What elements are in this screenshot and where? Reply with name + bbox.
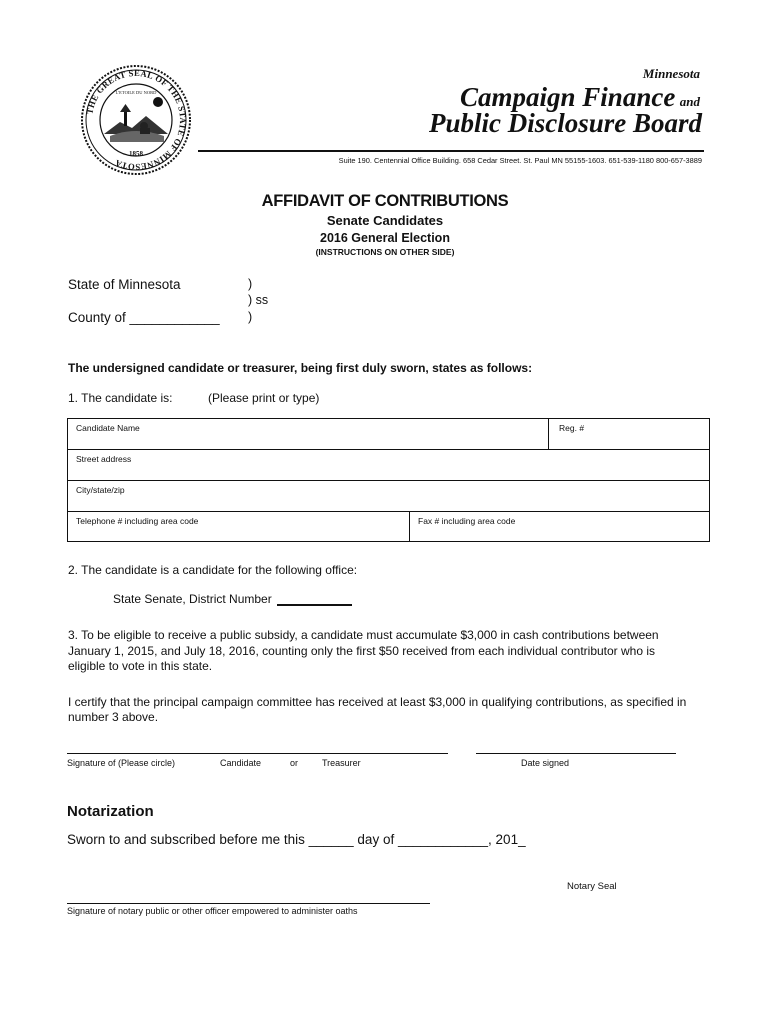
signature-line[interactable] — [67, 753, 448, 754]
date-signed-line[interactable] — [476, 753, 676, 754]
form-title: AFFIDAVIT OF CONTRIBUTIONS — [261, 192, 509, 210]
district-number-field[interactable] — [277, 604, 352, 606]
fax-label: Fax # including area code — [418, 516, 516, 526]
street-address-label: Street address — [76, 454, 132, 464]
item3-line1: 3. To be eligible to receive a public subsidy, a candidate must accumulate $3,000 in cash contributions between — [68, 628, 659, 642]
header-address: Suite 190. Centennial Office Building. 658 Cedar Street. St. Paul MN 55155-1603. 651-539-1180 800-657-3889 — [338, 156, 702, 165]
fax-field[interactable] — [409, 511, 710, 542]
signature-label: Signature of (Please circle) — [67, 758, 176, 768]
notarization-sworn-text: Sworn to and subscribed before me this ______ day of ____________, 201_ — [67, 832, 526, 847]
item2-text: 2. The candidate is a candidate for the following office: — [68, 563, 358, 577]
header-rule — [198, 150, 704, 152]
form-instructions-note: (INSTRUCTIONS ON OTHER SIDE) — [315, 247, 455, 257]
seal-motto: L'ETOILE DU NORD — [115, 90, 157, 95]
state-seal-logo — [80, 64, 192, 176]
item1-note: (Please print or type) — [208, 391, 320, 405]
candidate-name-label: Candidate Name — [76, 423, 140, 433]
telephone-field[interactable] — [67, 511, 410, 542]
item1-label: 1. The candidate is: — [68, 391, 173, 405]
form-subtitle-election: 2016 General Election — [320, 231, 450, 245]
circle-option-candidate[interactable]: Candidate — [220, 758, 262, 768]
form-subtitle-candidates: Senate Candidates — [326, 213, 444, 228]
org-campaign-finance: Campaign Finance — [460, 82, 676, 112]
street-address-field[interactable] — [67, 449, 710, 481]
candidate-name-field[interactable] — [67, 418, 549, 450]
item3-line3: eligible to vote in this state. — [68, 659, 213, 673]
oath-statement: The undersigned candidate or treasurer, being first duly sworn, states as follows: — [68, 361, 533, 375]
circle-option-treasurer[interactable]: Treasurer — [322, 758, 361, 768]
reg-number-field[interactable] — [548, 418, 710, 450]
notarization-heading: Notarization — [67, 803, 154, 820]
org-and: and — [679, 94, 700, 109]
venue-state: State of Minnesota — [68, 277, 181, 292]
notary-seal-label: Notary Seal — [567, 881, 617, 892]
circle-option-or: or — [290, 758, 299, 768]
notary-signature-label: Signature of notary public or other officer empowered to administer oaths — [67, 906, 358, 916]
reg-number-label: Reg. # — [559, 423, 585, 433]
seal-year: 1858 — [129, 150, 143, 158]
venue-county[interactable]: County of ____________ — [68, 310, 220, 325]
notary-signature-line[interactable] — [67, 903, 430, 904]
seal-ring-text: THE GREAT SEAL OF THE STATE OF MINNESOTA — [84, 67, 189, 173]
header-state-word: Minnesota — [642, 66, 700, 81]
venue-paren-3: ) — [248, 310, 253, 324]
venue-paren-1: ) — [248, 277, 253, 291]
org-name-line2: Public Disclosure Board — [428, 108, 702, 138]
certify-line1: I certify that the principal campaign committee has received at least $3,000 in qualifying contributions, as specified in — [68, 695, 687, 709]
telephone-label: Telephone # including area code — [76, 516, 199, 526]
certify-line2: number 3 above. — [68, 710, 159, 724]
date-signed-label: Date signed — [521, 758, 570, 768]
venue-paren-ss: ) ss — [248, 293, 269, 307]
office-label: State Senate, District Number — [113, 592, 272, 606]
city-state-zip-label: City/state/zip — [76, 485, 125, 495]
city-state-zip-field[interactable] — [67, 480, 710, 512]
item3-line2: January 1, 2015, and July 18, 2016, counting only the first $50 received from each individual contributor who is — [68, 644, 656, 658]
